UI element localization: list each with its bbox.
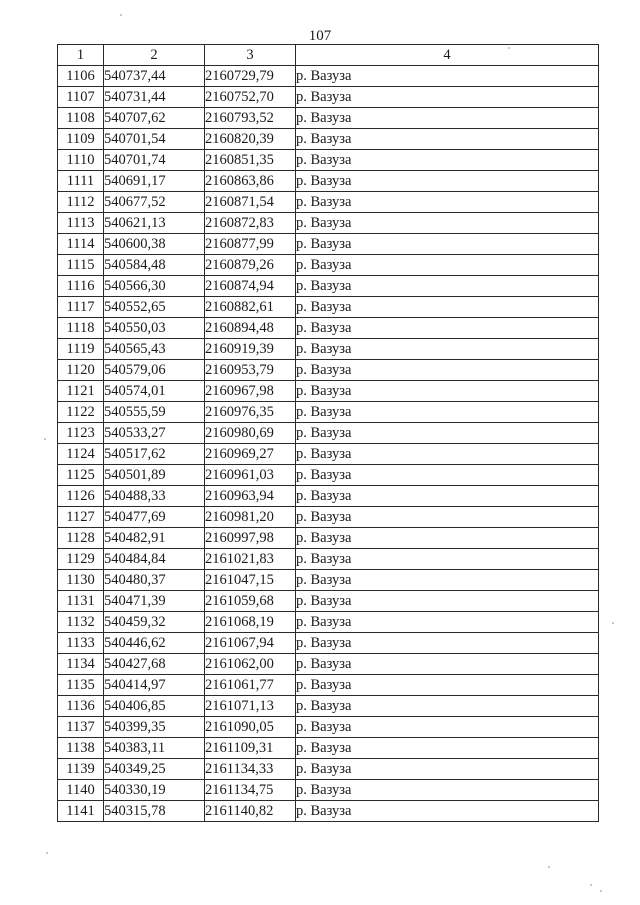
- x-coordinate-cell: 540579,06: [104, 360, 205, 381]
- point-number-cell: 1133: [58, 633, 104, 654]
- table-row: [58, 402, 599, 423]
- object-name-cell: р. Вазуза: [296, 213, 599, 234]
- y-coordinate-cell: 2161071,13: [205, 696, 296, 717]
- y-coordinate-cell: 2160877,99: [205, 234, 296, 255]
- point-number-cell: 1128: [58, 528, 104, 549]
- x-coordinate-cell: 540349,25: [104, 759, 205, 780]
- object-name-cell: р. Вазуза: [296, 444, 599, 465]
- point-number-cell: 1125: [58, 465, 104, 486]
- scan-speck: [508, 47, 510, 49]
- object-name-cell: р. Вазуза: [296, 465, 599, 486]
- x-coordinate-cell: 540600,38: [104, 234, 205, 255]
- y-coordinate-cell: 2160894,48: [205, 318, 296, 339]
- scan-speck: [548, 866, 550, 868]
- point-number-cell: 1132: [58, 612, 104, 633]
- y-coordinate-cell: 2161068,19: [205, 612, 296, 633]
- table-row: [58, 549, 599, 570]
- x-coordinate-cell: 540533,27: [104, 423, 205, 444]
- x-coordinate-cell: 540459,32: [104, 612, 205, 633]
- point-number-cell: 1107: [58, 87, 104, 108]
- table-row: [58, 213, 599, 234]
- point-number-cell: 1126: [58, 486, 104, 507]
- y-coordinate-cell: 2161059,68: [205, 591, 296, 612]
- y-coordinate-cell: 2160793,52: [205, 108, 296, 129]
- scan-speck: [600, 890, 602, 892]
- x-coordinate-cell: 540707,62: [104, 108, 205, 129]
- page-number: 107: [308, 28, 332, 44]
- point-number-cell: 1119: [58, 339, 104, 360]
- point-number-cell: 1106: [58, 66, 104, 87]
- point-number-cell: 1124: [58, 444, 104, 465]
- y-coordinate-cell: 2161067,94: [205, 633, 296, 654]
- object-name-cell: р. Вазуза: [296, 654, 599, 675]
- object-name-cell: р. Вазуза: [296, 402, 599, 423]
- point-number-cell: 1121: [58, 381, 104, 402]
- x-coordinate-cell: 540731,44: [104, 87, 205, 108]
- table-row: [58, 381, 599, 402]
- object-name-cell: р. Вазуза: [296, 423, 599, 444]
- x-coordinate-cell: 540517,62: [104, 444, 205, 465]
- y-coordinate-cell: 2160851,35: [205, 150, 296, 171]
- table-row: [58, 465, 599, 486]
- y-coordinate-cell: 2160976,35: [205, 402, 296, 423]
- table-row: [58, 360, 599, 381]
- y-coordinate-cell: 2160967,98: [205, 381, 296, 402]
- table-row: [58, 696, 599, 717]
- object-name-cell: р. Вазуза: [296, 801, 599, 822]
- point-number-cell: 1139: [58, 759, 104, 780]
- point-number-cell: 1109: [58, 129, 104, 150]
- table-row: [58, 297, 599, 318]
- point-number-cell: 1112: [58, 192, 104, 213]
- x-coordinate-cell: 540550,03: [104, 318, 205, 339]
- point-number-cell: 1138: [58, 738, 104, 759]
- object-name-cell: р. Вазуза: [296, 150, 599, 171]
- object-name-cell: р. Вазуза: [296, 528, 599, 549]
- object-name-cell: р. Вазуза: [296, 192, 599, 213]
- x-coordinate-cell: 540552,65: [104, 297, 205, 318]
- y-coordinate-cell: 2161047,15: [205, 570, 296, 591]
- object-name-cell: р. Вазуза: [296, 339, 599, 360]
- column-header-point-number: 1: [58, 45, 104, 66]
- table-row: [58, 108, 599, 129]
- table-row: [58, 612, 599, 633]
- x-coordinate-cell: 540399,35: [104, 717, 205, 738]
- table-row: [58, 717, 599, 738]
- object-name-cell: р. Вазуза: [296, 87, 599, 108]
- x-coordinate-cell: 540330,19: [104, 780, 205, 801]
- table-row: [58, 318, 599, 339]
- point-number-cell: 1122: [58, 402, 104, 423]
- point-number-cell: 1118: [58, 318, 104, 339]
- point-number-cell: 1140: [58, 780, 104, 801]
- x-coordinate-cell: 540621,13: [104, 213, 205, 234]
- table-row: [58, 633, 599, 654]
- table-row: [58, 444, 599, 465]
- point-number-cell: 1141: [58, 801, 104, 822]
- y-coordinate-cell: 2160961,03: [205, 465, 296, 486]
- x-coordinate-cell: 540477,69: [104, 507, 205, 528]
- table-row: [58, 234, 599, 255]
- y-coordinate-cell: 2160963,94: [205, 486, 296, 507]
- object-name-cell: р. Вазуза: [296, 360, 599, 381]
- table-row: [58, 171, 599, 192]
- object-name-cell: р. Вазуза: [296, 507, 599, 528]
- column-header-y: 3: [205, 45, 296, 66]
- y-coordinate-cell: 2160919,39: [205, 339, 296, 360]
- point-number-cell: 1134: [58, 654, 104, 675]
- x-coordinate-cell: 540677,52: [104, 192, 205, 213]
- scan-speck: [612, 622, 614, 624]
- y-coordinate-cell: 2160871,54: [205, 192, 296, 213]
- x-coordinate-cell: 540584,48: [104, 255, 205, 276]
- x-coordinate-cell: 540406,85: [104, 696, 205, 717]
- object-name-cell: р. Вазуза: [296, 717, 599, 738]
- y-coordinate-cell: 2161090,05: [205, 717, 296, 738]
- x-coordinate-cell: 540691,17: [104, 171, 205, 192]
- table-row: [58, 192, 599, 213]
- y-coordinate-cell: 2160820,39: [205, 129, 296, 150]
- object-name-cell: р. Вазуза: [296, 591, 599, 612]
- table-row: [58, 423, 599, 444]
- point-number-cell: 1120: [58, 360, 104, 381]
- scan-speck: [46, 852, 48, 854]
- point-number-cell: 1137: [58, 717, 104, 738]
- object-name-cell: р. Вазуза: [296, 108, 599, 129]
- object-name-cell: р. Вазуза: [296, 318, 599, 339]
- table-row: [58, 591, 599, 612]
- x-coordinate-cell: 540471,39: [104, 591, 205, 612]
- object-name-cell: р. Вазуза: [296, 381, 599, 402]
- x-coordinate-cell: 540701,74: [104, 150, 205, 171]
- object-name-cell: р. Вазуза: [296, 66, 599, 87]
- point-number-cell: 1135: [58, 675, 104, 696]
- table-row: [58, 675, 599, 696]
- x-coordinate-cell: 540446,62: [104, 633, 205, 654]
- table-row: [58, 570, 599, 591]
- object-name-cell: р. Вазуза: [296, 759, 599, 780]
- table-row: [58, 528, 599, 549]
- table-body: [58, 66, 599, 822]
- column-header-x: 2: [104, 45, 205, 66]
- x-coordinate-cell: 540701,54: [104, 129, 205, 150]
- table-row: [58, 486, 599, 507]
- object-name-cell: р. Вазуза: [296, 780, 599, 801]
- y-coordinate-cell: 2161021,83: [205, 549, 296, 570]
- y-coordinate-cell: 2160874,94: [205, 276, 296, 297]
- y-coordinate-cell: 2161140,82: [205, 801, 296, 822]
- x-coordinate-cell: 540482,91: [104, 528, 205, 549]
- y-coordinate-cell: 2160980,69: [205, 423, 296, 444]
- point-number-cell: 1108: [58, 108, 104, 129]
- x-coordinate-cell: 540383,11: [104, 738, 205, 759]
- table-header-row: [58, 45, 599, 66]
- y-coordinate-cell: 2160729,79: [205, 66, 296, 87]
- table-row: [58, 339, 599, 360]
- x-coordinate-cell: 540565,43: [104, 339, 205, 360]
- x-coordinate-cell: 540480,37: [104, 570, 205, 591]
- point-number-cell: 1131: [58, 591, 104, 612]
- y-coordinate-cell: 2160863,86: [205, 171, 296, 192]
- y-coordinate-cell: 2160882,61: [205, 297, 296, 318]
- object-name-cell: р. Вазуза: [296, 297, 599, 318]
- point-number-cell: 1130: [58, 570, 104, 591]
- table-row: [58, 801, 599, 822]
- table-row: [58, 738, 599, 759]
- y-coordinate-cell: 2161062,00: [205, 654, 296, 675]
- point-number-cell: 1117: [58, 297, 104, 318]
- x-coordinate-cell: 540501,89: [104, 465, 205, 486]
- point-number-cell: 1136: [58, 696, 104, 717]
- x-coordinate-cell: 540484,84: [104, 549, 205, 570]
- point-number-cell: 1114: [58, 234, 104, 255]
- table-row: [58, 129, 599, 150]
- object-name-cell: р. Вазуза: [296, 549, 599, 570]
- object-name-cell: р. Вазуза: [296, 486, 599, 507]
- table-row: [58, 150, 599, 171]
- column-header-object: 4: [296, 45, 599, 66]
- x-coordinate-cell: 540555,59: [104, 402, 205, 423]
- y-coordinate-cell: 2160953,79: [205, 360, 296, 381]
- point-number-cell: 1113: [58, 213, 104, 234]
- table-row: [58, 66, 599, 87]
- object-name-cell: р. Вазуза: [296, 570, 599, 591]
- table-row: [58, 759, 599, 780]
- point-number-cell: 1111: [58, 171, 104, 192]
- point-number-cell: 1110: [58, 150, 104, 171]
- y-coordinate-cell: 2160997,98: [205, 528, 296, 549]
- x-coordinate-cell: 540488,33: [104, 486, 205, 507]
- x-coordinate-cell: 540574,01: [104, 381, 205, 402]
- y-coordinate-cell: 2160752,70: [205, 87, 296, 108]
- table-row: [58, 276, 599, 297]
- object-name-cell: р. Вазуза: [296, 633, 599, 654]
- scan-speck: [44, 438, 46, 440]
- x-coordinate-cell: 540315,78: [104, 801, 205, 822]
- table-row: [58, 780, 599, 801]
- y-coordinate-cell: 2161134,33: [205, 759, 296, 780]
- scan-speck: [120, 14, 122, 16]
- x-coordinate-cell: 540414,97: [104, 675, 205, 696]
- object-name-cell: р. Вазуза: [296, 171, 599, 192]
- object-name-cell: р. Вазуза: [296, 675, 599, 696]
- point-number-cell: 1129: [58, 549, 104, 570]
- point-number-cell: 1115: [58, 255, 104, 276]
- point-number-cell: 1127: [58, 507, 104, 528]
- object-name-cell: р. Вазуза: [296, 612, 599, 633]
- table-row: [58, 654, 599, 675]
- y-coordinate-cell: 2161061,77: [205, 675, 296, 696]
- y-coordinate-cell: 2160969,27: [205, 444, 296, 465]
- object-name-cell: р. Вазуза: [296, 738, 599, 759]
- object-name-cell: р. Вазуза: [296, 255, 599, 276]
- point-number-cell: 1116: [58, 276, 104, 297]
- table-row: [58, 255, 599, 276]
- coordinates-table: [57, 44, 599, 822]
- x-coordinate-cell: 540566,30: [104, 276, 205, 297]
- object-name-cell: р. Вазуза: [296, 276, 599, 297]
- table-row: [58, 507, 599, 528]
- x-coordinate-cell: 540427,68: [104, 654, 205, 675]
- y-coordinate-cell: 2161109,31: [205, 738, 296, 759]
- y-coordinate-cell: 2160879,26: [205, 255, 296, 276]
- object-name-cell: р. Вазуза: [296, 234, 599, 255]
- object-name-cell: р. Вазуза: [296, 696, 599, 717]
- y-coordinate-cell: 2160981,20: [205, 507, 296, 528]
- scan-speck: [590, 884, 592, 886]
- x-coordinate-cell: 540737,44: [104, 66, 205, 87]
- point-number-cell: 1123: [58, 423, 104, 444]
- y-coordinate-cell: 2161134,75: [205, 780, 296, 801]
- table-row: [58, 87, 599, 108]
- object-name-cell: р. Вазуза: [296, 129, 599, 150]
- y-coordinate-cell: 2160872,83: [205, 213, 296, 234]
